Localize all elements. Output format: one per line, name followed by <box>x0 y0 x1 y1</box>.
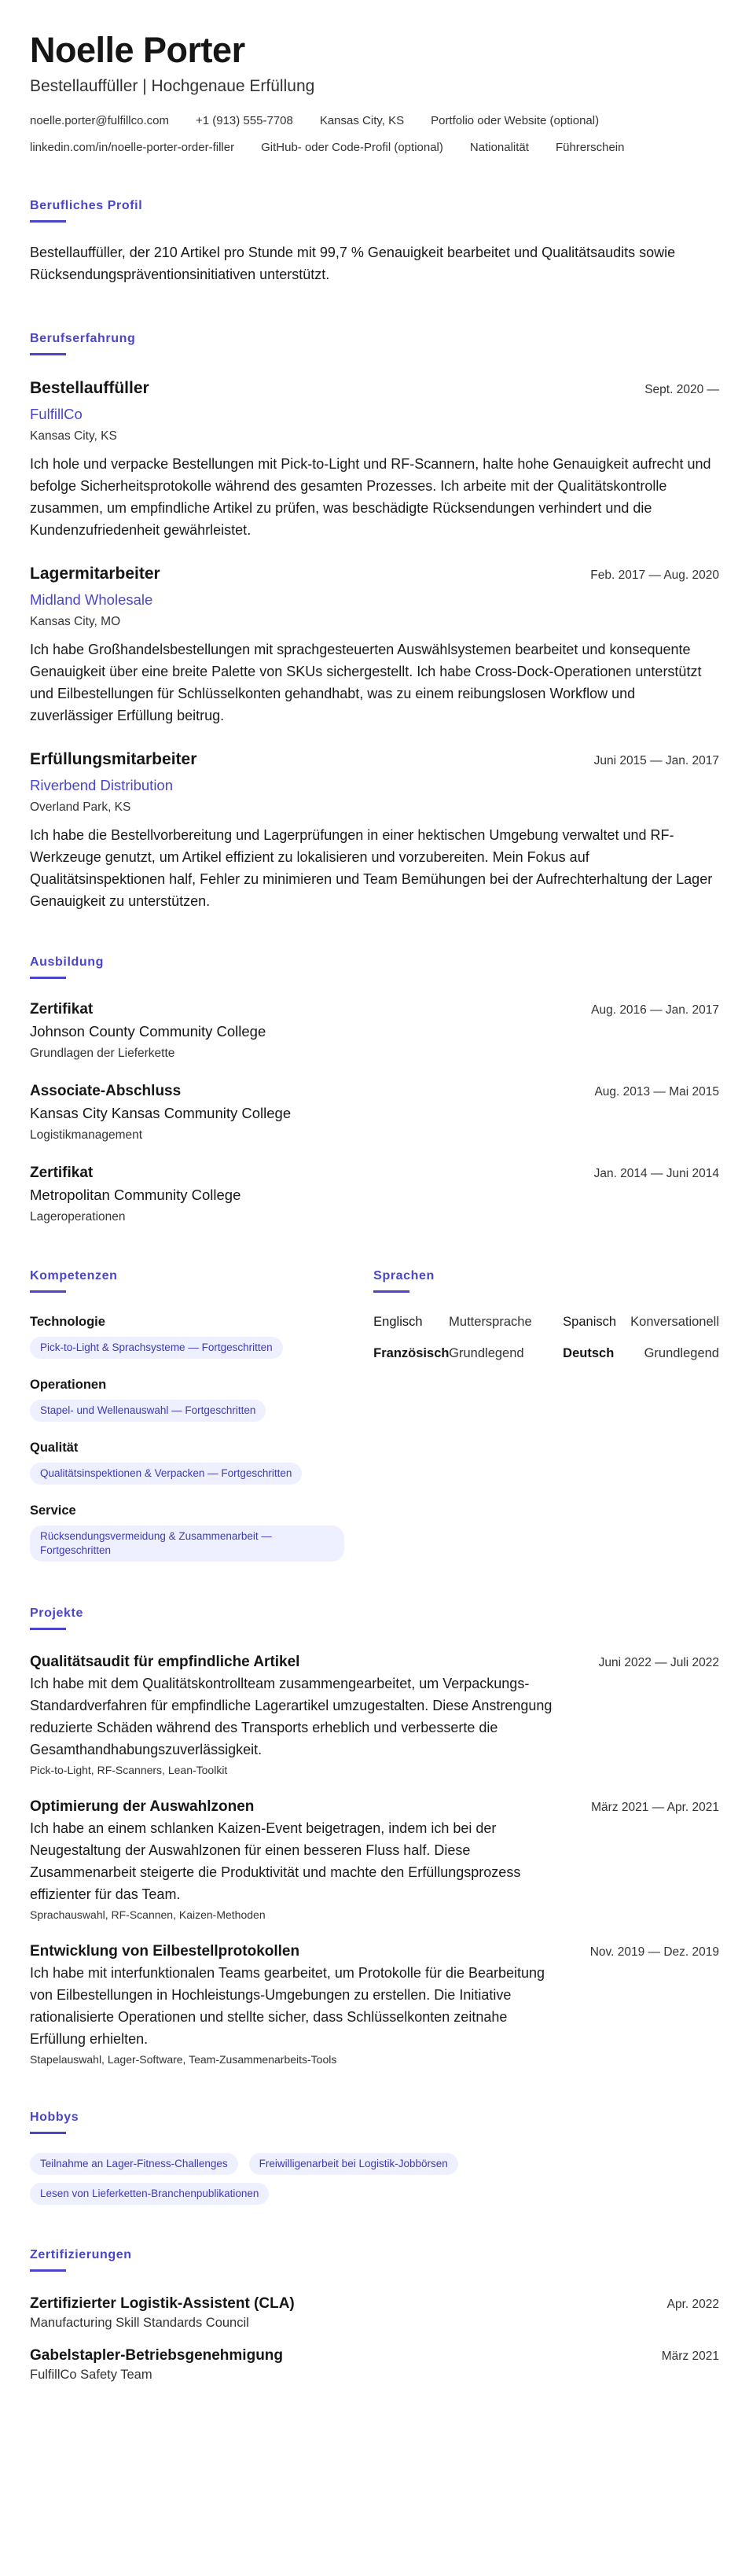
section-title-experience: Berufserfahrung <box>30 332 136 345</box>
job-description: Ich habe die Bestellvorbereitung und Lagerprüfungen in einer hektischen Umgebung verwaltet und RF-Werkzeuge genutzt, um Artikel effizient zu lokalisieren und vorzubereiten. Mein Fokus auf Qualitätsinspektionen half, Fehler zu minimieren und Team Bemühungen bei der Aufrechterhaltung der Lager Genauigkeit zu unterstützen. <box>30 827 713 909</box>
certification-item <box>30 2346 719 2383</box>
job-title: Bestellauffüller <box>30 379 149 397</box>
project-description: Ich habe mit dem Qualitätskontrollteam zusammengearbeitet, um Verpackungs-Standardverfahren für empfindliche Lagerartikel umzugestalten. Diese Anstrengung reduzierte Schäden während des Transports erheblich und verbesserte die Gesamthandhabungszuverlässigkeit. <box>30 1676 553 1757</box>
hobby-pill: Lesen von Lieferketten-Branchenpublikationen <box>30 2183 269 2205</box>
education-dates: Jan. 2014 — Juni 2014 <box>593 1167 719 1180</box>
section-divider <box>373 1290 409 1293</box>
company-name: Midland Wholesale <box>30 591 153 608</box>
language-level: Konversationell <box>630 1315 719 1329</box>
company-name: Riverbend Distribution <box>30 777 174 793</box>
project-tags: Sprachauswahl, RF-Scannen, Kaizen-Methoden <box>30 1908 266 1921</box>
hobby-pill: Teilnahme an Lager-Fitness-Challenges <box>30 2153 238 2175</box>
project-description: Ich habe mit interfunktionalen Teams gearbeitet, um Protokolle für die Bearbeitung von Eilbestellungen in Hochleistungs-Umgebungen zu erstellen. Die Initiative rationalisierte Operationen und stellte sicher, dass Schlüsselkonten zeitnahe Erfüllung erhielten. <box>30 1965 545 2047</box>
section-divider <box>30 977 66 979</box>
skill-group <box>30 1502 373 1562</box>
project-tags: Stapelauswahl, Lager-Software, Team-Zusammenarbeits-Tools <box>30 2053 337 2066</box>
skills-languages-section <box>30 1268 719 1562</box>
candidate-name: Noelle Porter <box>30 30 245 70</box>
job-dates: Juni 2015 — Jan. 2017 <box>593 754 719 767</box>
contact-license: Führerschein <box>555 141 625 154</box>
contact-email[interactable]: noelle.porter@fulfillco.com <box>30 114 169 127</box>
experience-item <box>30 377 719 541</box>
company-name: FulfillCo <box>30 406 83 422</box>
project-item <box>30 1652 719 1778</box>
language-level: Grundlegend <box>644 1346 719 1360</box>
section-title-projects: Projekte <box>30 1606 83 1620</box>
project-name: Optimierung der Auswahlzonen <box>30 1798 255 1815</box>
skill-group <box>30 1376 373 1422</box>
project-name: Entwicklung von Eilbestellprotokollen <box>30 1943 300 1960</box>
degree: Zertifikat <box>30 1165 94 1181</box>
language-name: Englisch <box>373 1315 423 1329</box>
skill-pill: Rücksendungsvermeidung & Zusammenarbeit — Fortgeschritten <box>30 1525 344 1562</box>
skill-pill: Pick-to-Light & Sprachsysteme — Fortgeschritten <box>30 1337 283 1359</box>
section-title-skills: Kompetenzen <box>30 1269 118 1282</box>
profile-section <box>30 198 719 285</box>
profile-text: Bestellauffüller, der 210 Artikel pro Stunde mit 99,7 % Genauigkeit bearbeitet und Qualitätsaudits sowie Rücksendungspräventionsinitiativen unterstützt. <box>30 245 676 282</box>
job-dates: Sept. 2020 — <box>644 383 719 396</box>
skill-group <box>30 1313 373 1359</box>
job-location: Overland Park, KS <box>30 800 131 814</box>
experience-item <box>30 749 719 912</box>
field-of-study: Logistikmanagement <box>30 1128 143 1142</box>
resume-header <box>30 30 719 157</box>
language-name: Deutsch <box>563 1346 615 1360</box>
language-name: Spanisch <box>563 1315 617 1329</box>
job-location: Kansas City, KS <box>30 429 117 443</box>
school-name: Kansas City Kansas Community College <box>30 1105 292 1121</box>
hobbies-section <box>30 2110 719 2205</box>
contact-linkedin[interactable]: linkedin.com/in/noelle-porter-order-filler <box>30 141 235 154</box>
section-divider <box>30 1290 66 1293</box>
job-dates: Feb. 2017 — Aug. 2020 <box>590 569 719 582</box>
project-dates: Nov. 2019 — Dez. 2019 <box>589 1945 719 1959</box>
projects-section <box>30 1606 719 2067</box>
certification-name: Gabelstapler-Betriebsgenehmigung <box>30 2347 284 2364</box>
skill-group <box>30 1439 373 1485</box>
skill-category: Service <box>30 1503 76 1518</box>
skill-pill: Qualitätsinspektionen & Verpacken — Fortgeschritten <box>30 1463 302 1485</box>
section-title-profile: Berufliches Profil <box>30 199 143 212</box>
hobby-list <box>30 2153 564 2205</box>
language-level: Grundlegend <box>449 1346 524 1360</box>
certification-name: Zertifizierter Logistik-Assistent (CLA) <box>30 2295 295 2312</box>
project-description: Ich habe an einem schlanken Kaizen-Event beigetragen, indem ich bei der Neugestaltung der Auswahlzonen für einen besseren Fluss half. Diese Zusammenarbeit steigerte die Produktivität und machte den Erfüllungsprozess effizienter für das Team. <box>30 1820 521 1902</box>
contact-portfolio[interactable]: Portfolio oder Website (optional) <box>431 114 600 127</box>
section-title-certifications: Zertifizierungen <box>30 2248 132 2261</box>
education-dates: Aug. 2013 — Mai 2015 <box>594 1085 719 1098</box>
contact-nationality: Nationalität <box>469 141 529 154</box>
contact-phone[interactable]: +1 (913) 555-7708 <box>195 114 293 127</box>
skill-pill: Stapel- und Wellenauswahl — Fortgeschritten <box>30 1400 266 1422</box>
section-title-hobbies: Hobbys <box>30 2110 79 2124</box>
language-name: Französisch <box>373 1346 450 1360</box>
section-divider <box>30 1628 66 1630</box>
contact-location: Kansas City, KS <box>319 114 405 127</box>
section-divider <box>30 353 66 355</box>
language-list <box>373 1313 719 1362</box>
certification-date: Apr. 2022 <box>666 2298 719 2311</box>
education-item <box>30 1081 719 1144</box>
section-divider <box>30 220 66 223</box>
section-title-languages: Sprachen <box>373 1269 435 1282</box>
hobby-pill: Freiwilligenarbeit bei Logistik-Jobbörsen <box>249 2153 458 2175</box>
field-of-study: Grundlagen der Lieferkette <box>30 1047 175 1060</box>
education-dates: Aug. 2016 — Jan. 2017 <box>591 1003 719 1017</box>
experience-item <box>30 563 719 727</box>
language-level: Muttersprache <box>449 1315 532 1329</box>
project-item <box>30 1797 719 1923</box>
skills-column <box>30 1268 373 1562</box>
job-title: Erfüllungsmitarbeiter <box>30 750 197 768</box>
job-title: Lagermitarbeiter <box>30 565 160 583</box>
skill-category: Operationen <box>30 1378 107 1392</box>
certifications-section <box>30 2247 719 2383</box>
education-item <box>30 999 719 1062</box>
section-divider <box>30 2132 66 2134</box>
skill-category: Technologie <box>30 1315 105 1329</box>
project-item <box>30 1941 719 2067</box>
experience-section <box>30 331 719 912</box>
education-item <box>30 1163 719 1226</box>
project-name: Qualitätsaudit für empfindliche Artikel <box>30 1654 300 1670</box>
contact-github[interactable]: GitHub- oder Code-Profil (optional) <box>261 141 443 154</box>
school-name: Johnson County Community College <box>30 1023 266 1040</box>
degree: Associate-Abschluss <box>30 1083 182 1099</box>
certification-date: März 2021 <box>661 2350 719 2363</box>
project-tags: Pick-to-Light, RF-Scanners, Lean-Toolkit <box>30 1764 228 1776</box>
job-location: Kansas City, MO <box>30 615 121 628</box>
job-description: Ich habe Großhandelsbestellungen mit sprachgesteuerten Auswählsystemen bearbeitet und konsequente Genauigkeit über eine breite Palette von SKUs sichergestellt. Ich habe Cross-Dock-Operationen unterstützt und Eilbestellungen für Schlüsselkonten gehandhabt, was zu einem reibungslosen Workflow und zuverlässiger Erfüllung beitrug. <box>30 642 702 723</box>
job-description: Ich hole und verpacke Bestellungen mit Pick-to-Light und RF-Scannern, halte hohe Genauigkeit aufrecht und befolge Sicherheitsprotokolle während des gesamten Prozesses. Ich arbeite mit der Qualitätskontrolle zusammen, um empfindliche Artikel zu prüfen, was beschädigte Rücksendungen verhindert und die Kundenzufriedenheit gewährleistet. <box>30 456 711 538</box>
school-name: Metropolitan Community College <box>30 1187 241 1203</box>
contact-info <box>30 112 719 157</box>
section-title-education: Ausbildung <box>30 955 104 969</box>
candidate-headline: Bestellauffüller | Hochgenaue Erfüllung <box>30 77 315 95</box>
education-section <box>30 955 719 1226</box>
degree: Zertifikat <box>30 1001 94 1018</box>
project-dates: März 2021 — Apr. 2021 <box>591 1801 719 1814</box>
certification-issuer: Manufacturing Skill Standards Council <box>30 2316 249 2330</box>
languages-column <box>373 1268 719 1562</box>
certification-issuer: FulfillCo Safety Team <box>30 2368 152 2382</box>
certification-item <box>30 2294 719 2331</box>
field-of-study: Lageroperationen <box>30 1210 126 1224</box>
skill-category: Qualität <box>30 1441 79 1455</box>
section-divider <box>30 2269 66 2272</box>
project-dates: Juni 2022 — Juli 2022 <box>598 1656 719 1669</box>
